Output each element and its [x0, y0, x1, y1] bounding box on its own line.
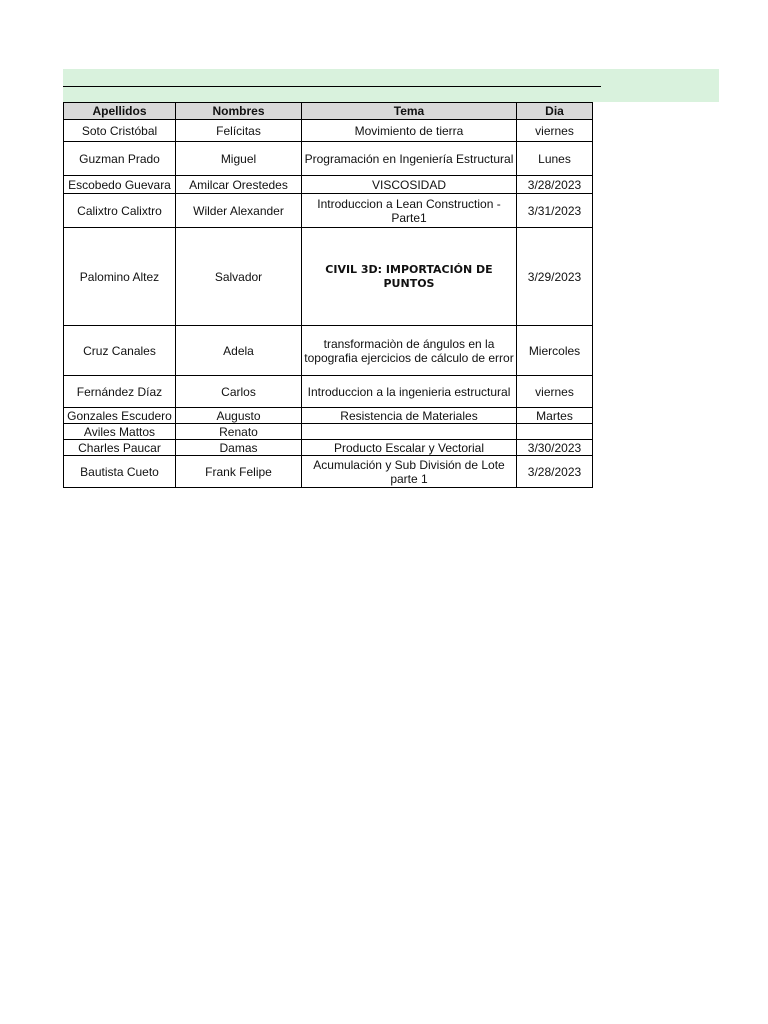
header-tema[interactable]: Tema [302, 103, 517, 120]
table-row [64, 326, 593, 376]
cell-apellidos[interactable]: Cruz Canales [64, 326, 176, 376]
cell-apellidos[interactable]: Bautista Cueto [64, 456, 176, 488]
table-row [64, 456, 593, 488]
cell-tema[interactable]: Resistencia de Materiales [302, 408, 517, 424]
cell-apellidos[interactable]: Escobedo Guevara [64, 176, 176, 194]
cell-dia[interactable]: Martes [517, 408, 593, 424]
cell-dia[interactable] [517, 424, 593, 440]
cell-apellidos[interactable]: Soto Cristóbal [64, 120, 176, 142]
cell-dia[interactable]: viernes [517, 376, 593, 408]
cell-tema[interactable]: Movimiento de tierra [302, 120, 517, 142]
cell-dia[interactable]: Miercoles [517, 326, 593, 376]
cell-apellidos[interactable]: Aviles Mattos [64, 424, 176, 440]
header-dia[interactable]: Dia [517, 103, 593, 120]
cell-dia[interactable]: 3/28/2023 [517, 176, 593, 194]
cell-nombres[interactable]: Renato [176, 424, 302, 440]
cell-tema[interactable]: Introduccion a la ingenieria estructural [302, 376, 517, 408]
cell-nombres[interactable]: Damas [176, 440, 302, 456]
cell-nombres[interactable]: Augusto [176, 408, 302, 424]
cell-nombres[interactable]: Wilder Alexander [176, 194, 302, 228]
cell-tema[interactable]: VISCOSIDAD [302, 176, 517, 194]
cell-nombres[interactable]: Miguel [176, 142, 302, 176]
cell-nombres[interactable]: Amilcar Orestedes [176, 176, 302, 194]
header-nombres[interactable]: Nombres [176, 103, 302, 120]
cell-apellidos[interactable]: Charles Paucar [64, 440, 176, 456]
cell-dia[interactable]: 3/29/2023 [517, 228, 593, 326]
table-row [64, 408, 593, 424]
header-apellidos[interactable]: Apellidos [64, 103, 176, 120]
cell-nombres[interactable]: Adela [176, 326, 302, 376]
table-row [64, 424, 593, 440]
cell-tema[interactable]: Producto Escalar y Vectorial [302, 440, 517, 456]
cell-apellidos[interactable]: Guzman Prado [64, 142, 176, 176]
cell-nombres[interactable]: Salvador [176, 228, 302, 326]
cell-tema[interactable]: Programación en Ingeniería Estructural [302, 142, 517, 176]
cell-dia[interactable]: viernes [517, 120, 593, 142]
cell-nombres[interactable]: Felícitas [176, 120, 302, 142]
table-row [64, 228, 593, 326]
table-row [64, 176, 593, 194]
cell-apellidos[interactable]: Calixtro Calixtro [64, 194, 176, 228]
table-header-row [64, 103, 593, 120]
cell-apellidos[interactable]: Gonzales Escudero [64, 408, 176, 424]
cell-dia[interactable]: 3/30/2023 [517, 440, 593, 456]
cell-tema[interactable]: transformaciòn de ángulos en la topografia ejercicios de cálculo de error [302, 326, 517, 376]
cell-nombres[interactable]: Frank Felipe [176, 456, 302, 488]
cell-tema[interactable] [302, 424, 517, 440]
cell-nombres[interactable]: Carlos [176, 376, 302, 408]
table-row [64, 120, 593, 142]
table-row [64, 194, 593, 228]
cell-dia[interactable]: 3/28/2023 [517, 456, 593, 488]
cell-dia[interactable]: 3/31/2023 [517, 194, 593, 228]
cell-apellidos[interactable]: Fernández Díaz [64, 376, 176, 408]
cell-apellidos[interactable]: Palomino Altez [64, 228, 176, 326]
cell-tema[interactable]: Acumulación y Sub División de Lote parte 1 [302, 456, 517, 488]
cell-tema[interactable]: CIVIL 3D: IMPORTACIÓN DE PUNTOS [302, 228, 517, 326]
table-row [64, 376, 593, 408]
table-row [64, 142, 593, 176]
band-divider [63, 86, 601, 87]
cell-tema[interactable]: Introduccion a Lean Construction - Parte1 [302, 194, 517, 228]
cell-dia[interactable]: Lunes [517, 142, 593, 176]
table-row [64, 440, 593, 456]
schedule-table [63, 102, 593, 488]
